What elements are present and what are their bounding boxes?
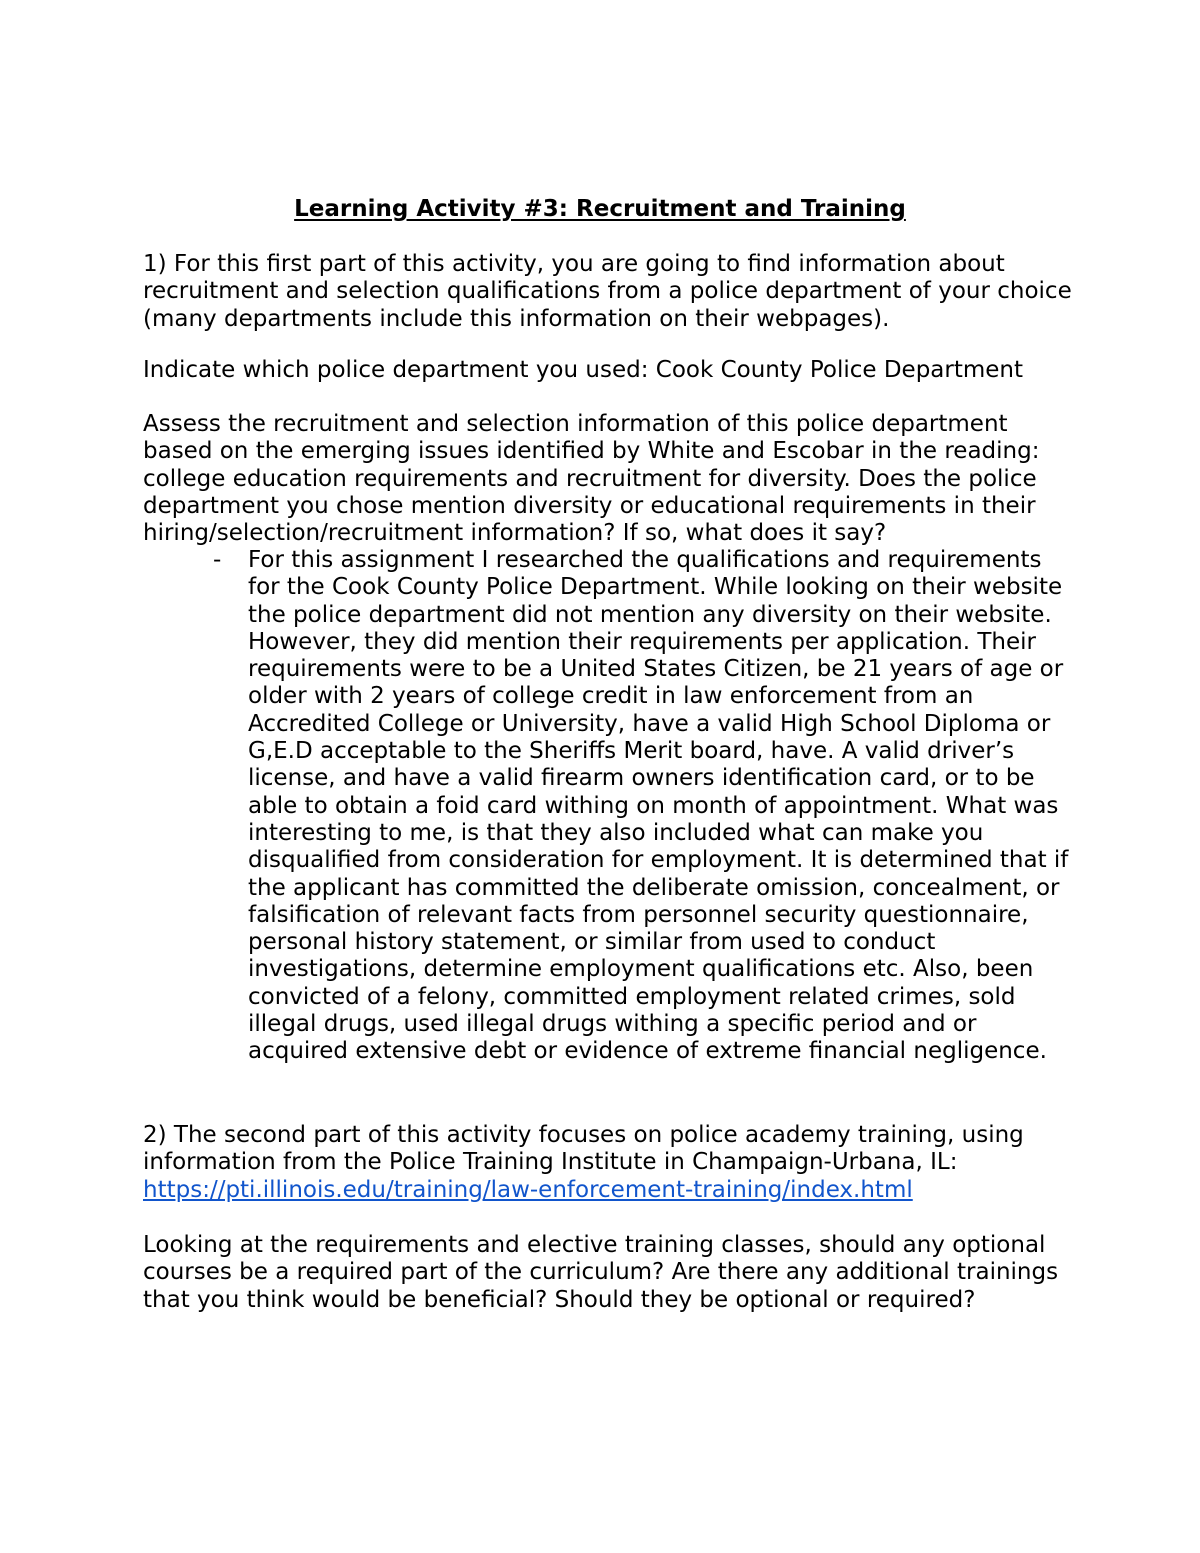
assess-prompt: Assess the recruitment and selection information of this police department based on the emerging issues identified by White and Escobar in the reading: college education requirements and recruitment for diversity. Does the police department you chose mention diversity or educational requirements in their hiring/selection/recruitment information? If so, what does it say? [143, 411, 1040, 547]
bullet-dash: - [213, 547, 222, 573]
answer-text: For this assignment I researched the qualifications and requirements for the Cook County Police Department. While looking on their website the police department did not mention any diversity on their website. However, they did mention their requirements per application. Their requirements were to be a United States Citizen, be 21 years of age or older with 2 years of college credit in law enforcement from an Accredited College or University, have a valid High School Diploma or G,E.D acceptable to the Sheriffs Merit board, have. A valid driver’s license, and have a valid firearm owners identification card, or to be able to obtain a foid card withing on month of appointment. What was interesting to me, is that they also included what can make you disqualified from consideration for employment. It is determined that if the applicant has committed the deliberate omission, concealment, or falsification of relevant facts from personnel security questionnaire, personal history statement, or similar from used to conduct investigations, determine employment qualifications etc. Also, been convicted of a felony, committed employment related crimes, sold illegal drugs, used illegal drugs withing a specific period and or acquired extensive debt or evidence of extreme financial negligence. [248, 547, 1069, 1065]
part2-prompt: 2) The second part of this activity focuses on police academy training, using information from the Police Training Institute in Champaign-Urbana, IL: [143, 1122, 1024, 1176]
page-title: Learning Activity #3: Recruitment and Training [294, 196, 906, 222]
part1-prompt: 1) For this first part of this activity, you are going to find information about recruitment and selection qualifications from a police department of your choice (many departments include this information on their webpages). [143, 251, 1072, 332]
department-line: Indicate which police department you used: Cook County Police Department [143, 357, 1024, 383]
looking-prompt: Looking at the requirements and elective training classes, should any optional courses be a required part of the curriculum? Are there any additional trainings that you think would be beneficial? Should they be optional or required? [143, 1232, 1059, 1313]
part2-section [143, 1122, 1073, 1204]
training-link[interactable]: https://pti.illinois.edu/training/law-enforcement-training/index.html [143, 1176, 913, 1203]
